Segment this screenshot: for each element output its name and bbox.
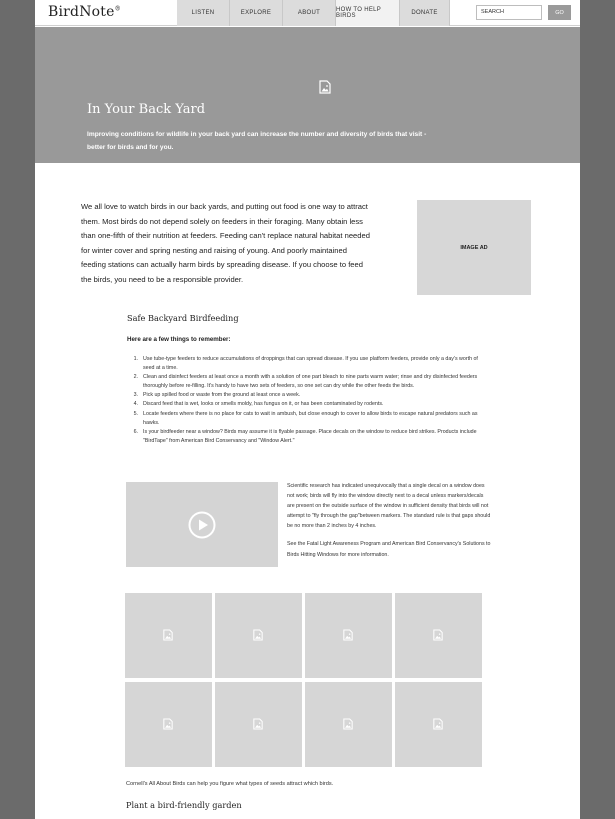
page-title: In Your Back Yard — [87, 102, 206, 117]
image-placeholder-icon — [253, 718, 263, 730]
gallery-thumbnail[interactable] — [215, 682, 302, 767]
list-item: 1. Use tube-type feeders to reduce accumulations of droppings that can spread disease. If you use platform feeders, provide only a day's worth of seed at a time. — [133, 356, 478, 372]
plant-garden-heading: Plant a bird-friendly garden — [126, 800, 242, 810]
image-placeholder-icon — [433, 718, 443, 730]
page-subtitle: Improving conditions for wildlife in your back yard can increase the number and diversity of birds that visit - better for birds and for you. — [87, 131, 427, 151]
video-description — [287, 481, 492, 568]
page — [35, 0, 580, 819]
image-placeholder-icon — [343, 718, 353, 730]
main-nav — [177, 0, 450, 26]
image-placeholder-icon — [319, 80, 331, 94]
cornell-note: Cornell's All About Birds can help you figure what types of seeds attract which birds. — [126, 781, 334, 787]
nav-listen[interactable]: LISTEN — [177, 0, 230, 26]
site-header — [35, 0, 580, 26]
tips-list — [127, 355, 487, 446]
hero-banner — [35, 27, 580, 163]
go-button[interactable]: GO — [548, 5, 571, 20]
section-subtitle: Here are a few things to remember: — [127, 336, 231, 343]
image-placeholder-icon — [253, 629, 263, 641]
list-item: 2. Clean and disinfect feeders at least once a month with a solution of one part bleach to nine parts warm water; rinse and dry disinfected feeders thoroughly before re-filling. It's handy to have two sets of feeders, so one set can dry while the other feeds the birds. — [133, 374, 478, 390]
play-icon[interactable] — [187, 510, 217, 540]
registered-mark: ® — [114, 5, 121, 13]
image-placeholder-icon — [163, 629, 173, 641]
image-placeholder-icon — [163, 718, 173, 730]
gallery-thumbnail[interactable] — [395, 682, 482, 767]
gallery-thumbnail[interactable] — [305, 682, 392, 767]
nav-explore[interactable]: EXPLORE — [230, 0, 283, 26]
nav-donate[interactable]: DONATE — [400, 0, 450, 26]
gallery-thumbnail[interactable] — [305, 593, 392, 678]
gallery-thumbnail[interactable] — [125, 682, 212, 767]
window-decal-text: Scientific research has indicated unequivocally that a single decal on a window does not work; birds will fly into the window directly next to a decal unless markers/decals are present on the outside surface of the window in sufficient density that birds will not attempt to "fly through the gap"between markers. The standard rule is that gaps should be no more than 2 inches by 4 inches. — [287, 483, 491, 530]
nav-how-to-help-birds[interactable]: HOW TO HELP BIRDS — [336, 0, 400, 26]
nav-about[interactable]: ABOUT — [283, 0, 336, 26]
list-item: 3. Pick up spilled food or waste from the ground at least once a week. — [133, 392, 301, 399]
list-item: 4. Discard feed that is wet, looks or smells moldy, has fungus on it, or has been contaminated by rodents. — [133, 401, 384, 408]
list-item: 5. Locate feeders where there is no place for cats to wait in ambush, but close enough to cover to allow birds to escape natural predators such as hawks. — [133, 410, 478, 426]
gallery-thumbnail[interactable] — [215, 593, 302, 678]
image-ad[interactable]: IMAGE AD — [417, 200, 531, 295]
image-placeholder-icon — [343, 629, 353, 641]
gallery-thumbnail[interactable] — [125, 593, 212, 678]
gallery-thumbnail[interactable] — [395, 593, 482, 678]
image-placeholder-icon — [433, 629, 443, 641]
section-title: Safe Backyard Birdfeeding — [127, 313, 239, 323]
intro-paragraph: We all love to watch birds in our back yards, and putting out food is one way to attract them. Most birds do not depend solely on feeders in their foraging. Many obtain less than one-fifth of their nutrition at feeders. Feeding can't replace natural habitat needed for winter cover and spring nesting and raising of young. And poorly maintained feeding stations can actually harm birds by spreading disease. If you choose to feed the birds, you need to be a responsible provider. — [81, 202, 370, 284]
window-resources-text: See the Fatal Light Awareness Program and American Bird Conservancy's Solutions to Birds Hitting Windows for more information. — [287, 541, 491, 558]
list-item: 6. Is your birdfeeder near a window? Birds may assume it is flyable passage. Place decals on the window to reduce bird strikes. Products include "BirdTape" from American Bird Conservancy and "Window Alert." — [133, 428, 477, 444]
logo[interactable]: BirdNote® — [48, 4, 121, 20]
search-input[interactable]: SEARCH — [476, 5, 542, 20]
